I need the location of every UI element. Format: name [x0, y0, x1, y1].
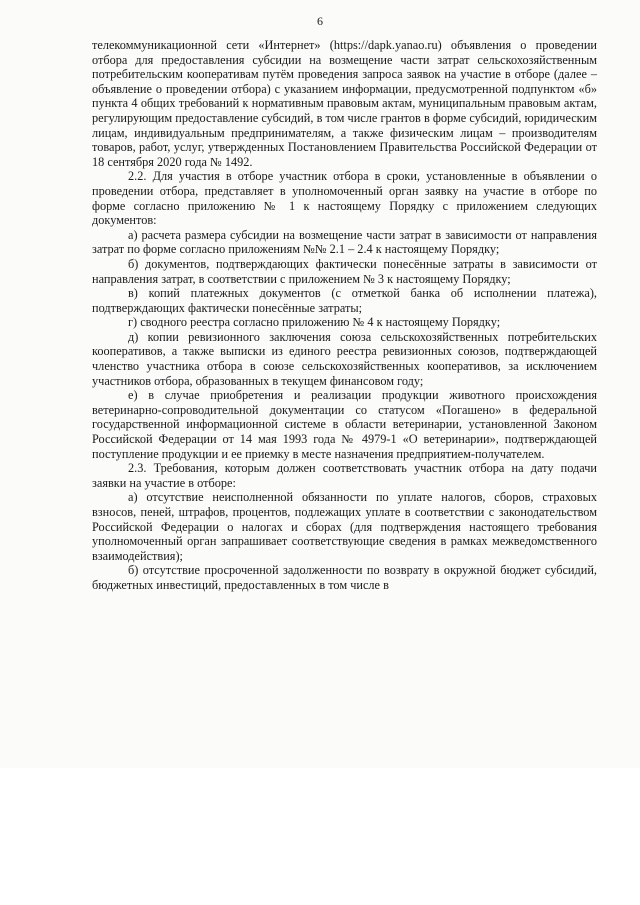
document-body — [92, 38, 597, 593]
requirement-item-a: а) отсутствие неисполненной обязанности по уплате налогов, сборов, страховых взносов, пеней, штрафов, процентов, подлежащих уплате в соответствии с законодательством Российской Федерации о налогах и сборах (для подтверждения настоящего требования уполномоченный орган запрашивает соответствующие сведения в рамках межведомственного взаимодействия); — [92, 490, 597, 563]
page-number: 6 — [317, 14, 323, 28]
list-item-b: б) документов, подтверждающих фактически понесённые затраты в зависимости от направления затрат, в соответствии с приложением № 3 к настоящему Порядку; — [92, 256, 597, 286]
paragraph-2-3: 2.3. Требования, которым должен соответствовать участник отбора на дату подачи заявки на участие в отборе: — [92, 461, 597, 490]
list-item-v: в) копий платежных документов (с отметкой банка об исполнении платежа), подтверждающих фактически понесённые затраты; — [92, 286, 597, 315]
list-item-g: г) сводного реестра согласно приложению № 4 к настоящему Порядку; — [128, 315, 501, 330]
requirement-item-b: б) отсутствие просроченной задолженности по возврату в окружной бюджет субсидий, бюджетных инвестиций, предоставленных в том числе в — [92, 563, 597, 592]
paragraph-2-2: 2.2. Для участия в отборе участник отбора в сроки, установленные в объявлении о проведении отбора, представляет в уполномоченный орган заявку на участие в отборе по форме согласно приложению № 1 к настоящему Порядку с приложением следующих документов: — [92, 169, 597, 228]
list-item-e: е) в случае приобретения и реализации продукции животного происхождения ветеринарно-сопроводительной документации со статусом «Погашено» в федеральной государственной информационной системе в области ветеринарии, установленной Законом Российской Федерации от 14 мая 1993 года № 4979-1 «О ветеринарии», подтверждающей поступление продукции и ее приемку в месте назначения предприятием-получателем. — [92, 388, 597, 461]
paragraph-continuation: телекоммуникационной сети «Интернет» (https://dapk.yanao.ru) объявления о проведении отбора для предоставления субсидии на возмещение части затрат сельскохозяйственным потребительским кооперативам путём проведения запроса заявок на участие в отборе (далее – объявление о проведении отбора) с указанием информации, предусмотренной подпунктом «б» пункта 4 общих требований к нормативным правовым актам, муниципальным правовым актам, регулирующим предоставление субсидий, в том числе грантов в форме субсидий, юридическим лицам, индивидуальным предпринимателям, а также физическим лицам – производителям товаров, работ, услуг, утвержденных Постановлением Правительства Российской Федерации от 18 сентября 2020 года № 1492. — [92, 38, 597, 169]
list-item-d: д) копии ревизионного заключения союза сельскохозяйственных потребительских кооперативов, а также выписки из единого реестра ревизионных союзов, подтверждающей членство участника отбора в союзе сельскохозяйственных кооперативов, за исключением участников отбора, образованных в текущем финансовом году; — [92, 329, 597, 388]
list-item-a: а) расчета размера субсидии на возмещение части затрат в зависимости от направления затрат по форме согласно приложениям №№ 2.1 – 2.4 к настоящему Порядку; — [92, 227, 597, 257]
